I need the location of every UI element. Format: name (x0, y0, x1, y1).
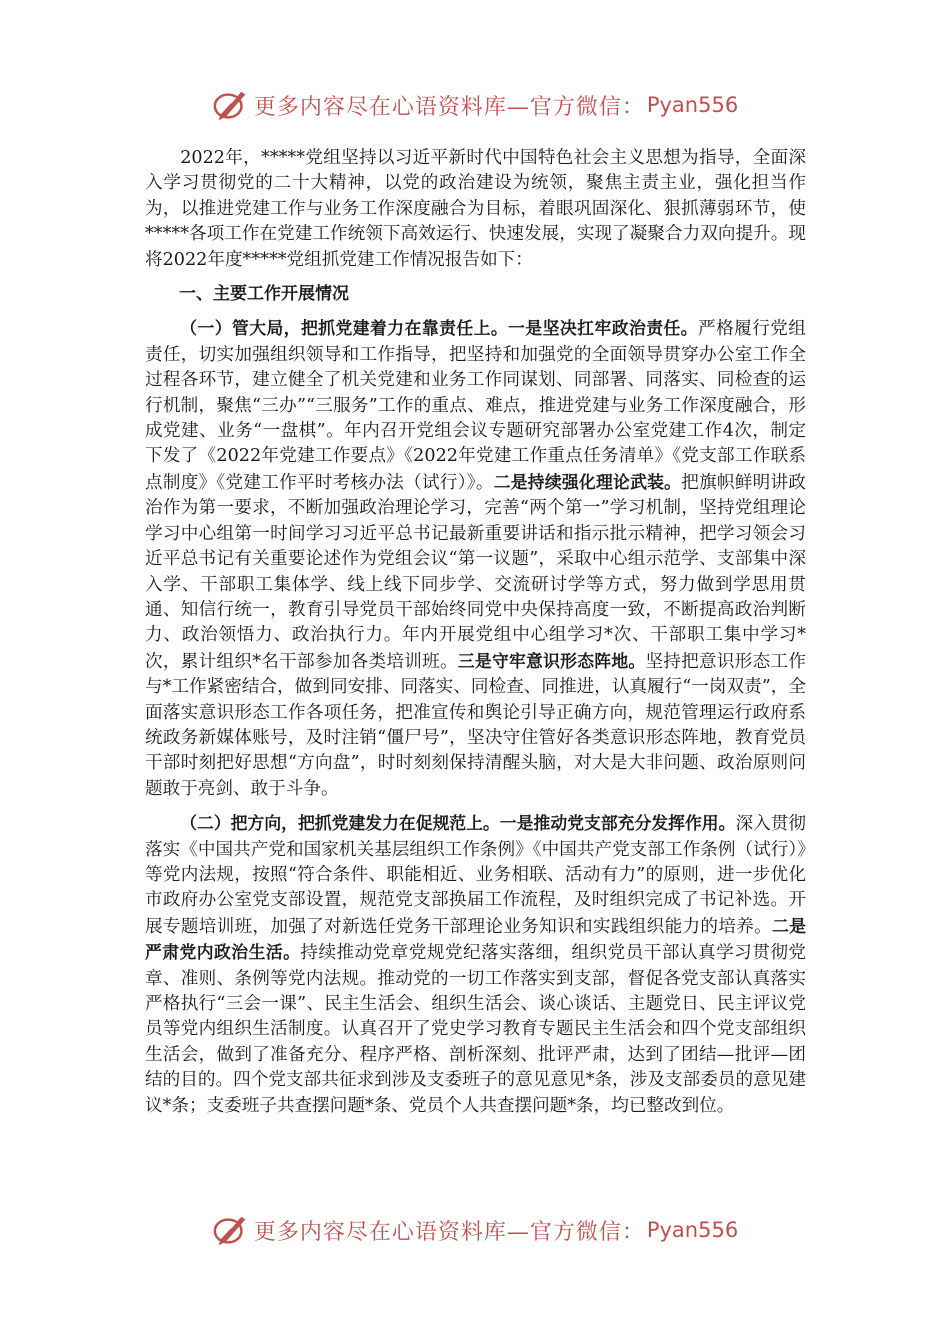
watermark-wechat-id: Pyan556 (646, 1218, 739, 1242)
section-1-point-1-text: 严格履行党组责任，切实加强组织领导和工作指导，把坚持和加强党的全面领导贯穿办公室工作全过程各环节，建立健全了机关党建和业务工作同谋划、同部署、同落实、同检查的运行机制，聚焦“三办”“三服务”工作的重点、难点，推进党建与业务工作深度融合，形成党建、业务“一盘棋”。年内召开党组会议专题研究部署办公室党建工作4次，制定下发了《2022年党建工作要点》《2022年党建工作重点任务清单》《党支部工作联系点制度》《党建工作平时考核办法（试行）》。 (145, 319, 806, 493)
intro-paragraph: 2022年，*****党组坚持以习近平新时代中国特色社会主义思想为指导，全面深入学习贯彻党的二十大精神，以党的政治建设为统领，聚焦主责主业，强化担当作为，以推进党建工作与业务工作深度融合为目标，着眼巩固深化、狠抓薄弱环节，使*****各项工作在党建工作统领下高效运行、快速发展，实现了凝聚合力双向提升。现将2022年度*****党组抓党建工作情况报告如下： (145, 148, 806, 270)
section-2-point-1-title: 一是推动党支部充分发挥作用。 (499, 813, 736, 834)
section-1-point-2-text: 把旗帜鲜明讲政治作为第一要求，不断加强政治理论学习，完善“两个第一”学习机制，坚持党组理论学习中心组第一时间学习习近平总书记最新重要讲话和指示批示精神，把学习领会习近平总书记有关重要论述作为党组会议“第一议题”，采取中心组示范学、支部集中深入学、干部职工集体学、线上线下同步学、交流研讨学等方式，努力做到学思用贯通、知信行统一，教育引导党员干部始终同党中央保持高度一致，不断提高政治判断力、政治领悟力、政治执行力。年内开展党组中心组学习*次、干部职工集中学习*次，累计组织*名干部参加各类培训班。 (145, 472, 806, 672)
pen-logo-icon (212, 1211, 250, 1249)
document-body (145, 146, 806, 1119)
section-heading-main-work: 一、主要工作开展情况 (179, 284, 349, 305)
watermark-text: 更多内容尽在心语资料库—官方微信： (253, 94, 645, 120)
section-2-point-2-text: 持续推动党章党规党纪落实落细，组织党员干部认真学习贯彻党章、准则、条例等党内法规。推动党的一切工作落实到支部，督促各党支部认真落实严格执行“三会一课”、民主生活会、组织生活会、谈心谈话、主题党日、民主评议党员等党内组织生活制度。认真召开了党史学习教育专题民主生活会和四个党支部组织生活会，做到了准备充分、程序严格、剖析深刻、批评严肃，达到了团结—批评—团结的目的。四个党支部共征求到涉及支委班子的意见意见*条，涉及支部委员的意见建议*条；支委班子共查摆问题*条、党员个人共查摆问题*条，均已整改到位。 (145, 943, 806, 1116)
section-1-paragraph (145, 316, 806, 802)
section-1-point-2-title: 二是持续强化理论武装。 (493, 471, 682, 492)
section-2-point-2-title: 二是严肃党内政治生活。 (145, 915, 806, 963)
watermark-wechat-id: Pyan556 (646, 93, 739, 117)
section-2-title: （二）把方向，把抓党建发力在促规范上。 (180, 813, 500, 834)
section-1-point-1-title: 一是坚决扛牢政治责任。 (508, 318, 699, 339)
section-1-title: （一）管大局，把抓党建着力在靠责任上。 (180, 318, 509, 339)
watermark-header (0, 82, 950, 128)
watermark-footer (0, 1207, 950, 1253)
section-1-point-3-title: 三是守牢意识形态阵地。 (457, 650, 646, 671)
pen-logo-icon (212, 86, 250, 124)
section-1-point-3-text: 坚持把意识形态工作与*工作紧密结合，做到同安排、同落实、同检查、同推进，认真履行“一岗双责”，全面落实意识形态工作各项任务，把准宣传和舆论引导正确方向，规范管理运行政府系统政务新媒体账号，及时注销“僵尸号”，坚决守住管好各类意识形态阵地，教育党员干部时刻把好思想“方向盘”，时时刻刻保持清醒头脑，对大是大非问题、政治原则问题敢于亮剑、敢于斗争。 (145, 651, 806, 799)
section-2-point-1-text: 深入贯彻落实《中国共产党和国家机关基层组织工作条例》《中国共产党支部工作条例（试行）》等党内法规，按照“符合条件、职能相近、业务相联、活动有力”的原则，进一步优化市政府办公室党支部设置，规范党支部换届工作流程，及时组织完成了书记补选。开展专题培训班，加强了对新选任党务干部理论业务知识和实践组织能力的培养。 (145, 814, 806, 937)
section-2-paragraph (145, 811, 806, 1119)
watermark-text: 更多内容尽在心语资料库—官方微信： (253, 1219, 645, 1245)
